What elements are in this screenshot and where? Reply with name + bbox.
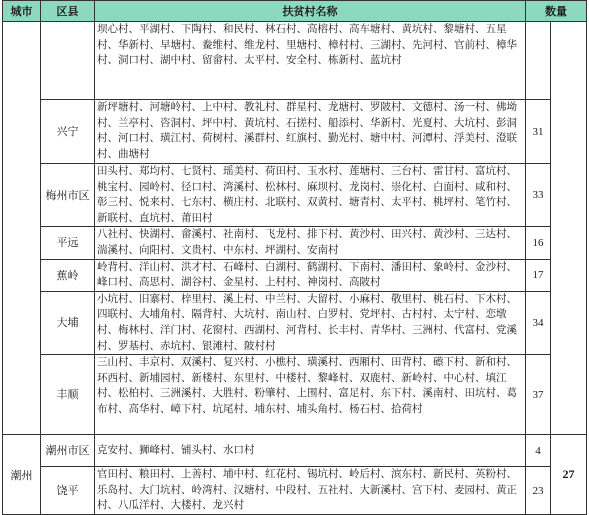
villages-cell: 田头村、郑均村、七贤村、瑶美村、荷田村、玉水村、莲塘村、三台村、雷甘村、富坑村、桃宝村、园岭村、径口村、湾溪村、松林村、麻坝村、龙岗村、崇化村、白面村、咸和村、彰三村、悦来村、七东村、横庄村、北联村、双黄村、塘青村、太平村、桃坪村、笔竹村、新联村、直坑村、莆田村 [95,164,526,227]
villages-cell: 三山村、丰京村、双溪村、复兴村、小樵村、璜溪村、西厢村、田背村、礤下村、新和村、环西村、新埔园村、新楼村、东里村、中楼村、黎峰村、双鹿村、新岭村、中心村、填江村、松柏村、三洲溪村、大胜村、粉肇村、上围村、富足村、东下村、溪南村、田坑村、葛布村、高华村、嶂下村、坑尾村、埔东村、埔头角村、杨石村、拾荷村 [95,355,526,435]
table-row [3,100,587,164]
county-cell: 潮州市区 [41,435,95,467]
county-cell: 饶平 [41,467,95,515]
header-county: 区县 [41,1,95,22]
county-cell: 丰顺 [41,355,95,435]
table-row [3,227,587,259]
villages-cell: 八社村、快湖村、畲溪村、社南村、飞龙村、排下村、黄沙村、田兴村、黄沙村、三达村、湍溪村、向阳村、文贵村、中东村、坪湖村、安南村 [95,227,526,259]
poverty-village-table [2,0,587,515]
table-row [3,291,587,354]
header-city: 城市 [3,1,41,22]
villages-cell: 新坪塘村、河塘岭村、上中村、教礼村、群星村、龙塘村、罗陂村、文德村、汤一村、佛坳村、兰亭村、咨洞村、坪中村、黄坑村、石搓村、船添村、华新村、光夏村、大坑村、彭洞村、河口村、璜江村、荷树村、溪群村、红旗村、勤光村、塘中村、河潭村、浮美村、澄联村、曲塘村 [95,100,526,164]
table-row [3,355,587,435]
count-cell: 37 [526,355,551,435]
villages-cell: 小坑村、旧寨村、梓里村、溪上村、中兰村、大留村、小麻村、敬里村、桃石村、下木村、四联村、大埔角村、隔背村、大坑村、南山村、白罗村、党坪村、古村村、太宁村、恋墩村、梅林村、洋门村、花窗村、西湖村、河背村、长丰村、青华村、三洲村、代富村、党溪村、罗基村、赤坑村、银滩村、陂村村 [95,291,526,354]
table-row [3,22,587,100]
county-cell: 平远 [41,227,95,259]
count-cell: 17 [526,259,551,291]
county-cell: 兴宁 [41,100,95,164]
table-row [3,259,587,291]
count-cell: 33 [526,164,551,227]
county-cell: 大埔 [41,291,95,354]
table-row [3,435,587,467]
county-cell: 梅州市区 [41,164,95,227]
count-cell [526,22,551,100]
county-cell [41,22,95,100]
county-cell: 蕉岭 [41,259,95,291]
table-row [3,467,587,515]
total-cell-chaozhou: 27 [551,435,587,515]
header-count: 数量 [526,1,587,22]
table-row [3,164,587,227]
header-villages: 扶贫村名称 [95,1,526,22]
villages-cell: 岭背村、洋山村、洪才村、石峰村、白湖村、鹤湖村、下南村、潘田村、象岭村、金沙村、峰口村、高思村、湖谷村、金星村、上村村、神岗村、高陂村 [95,259,526,291]
city-cell-meizhou [3,22,41,435]
count-cell: 34 [526,291,551,354]
villages-cell: 坝心村、平湖村、下陶村、和民村、林石村、高榕村、高车塘村、黄坑村、黎塘村、五星村、华新村、早塘村、鲞维村、维龙村、里塘村、樟村村、三湖村、先河村、官前村、樟华村、洞口村、湖中村、留畲村、太平村、安全村、栋新村、蓝坑村 [95,22,526,100]
count-cell: 4 [526,435,551,467]
count-cell: 16 [526,227,551,259]
city-cell-chaozhou: 潮州 [3,435,41,515]
villages-cell: 克安村、狮峰村、铺头村、水口村 [95,435,526,467]
villages-cell: 官田村、粮田村、上善村、埔中村、红花村、锡坑村、岭后村、滨东村、新民村、英粉村、乐岛村、大门坑村、岭湾村、汉塘村、中段村、五社村、大新溪村、宫下村、麦园村、黄正村、八瓜洋村、大楼村、龙兴村 [95,467,526,515]
count-cell: 31 [526,100,551,164]
header-row [3,1,587,22]
total-cell-meizhou [551,22,587,435]
count-cell: 23 [526,467,551,515]
